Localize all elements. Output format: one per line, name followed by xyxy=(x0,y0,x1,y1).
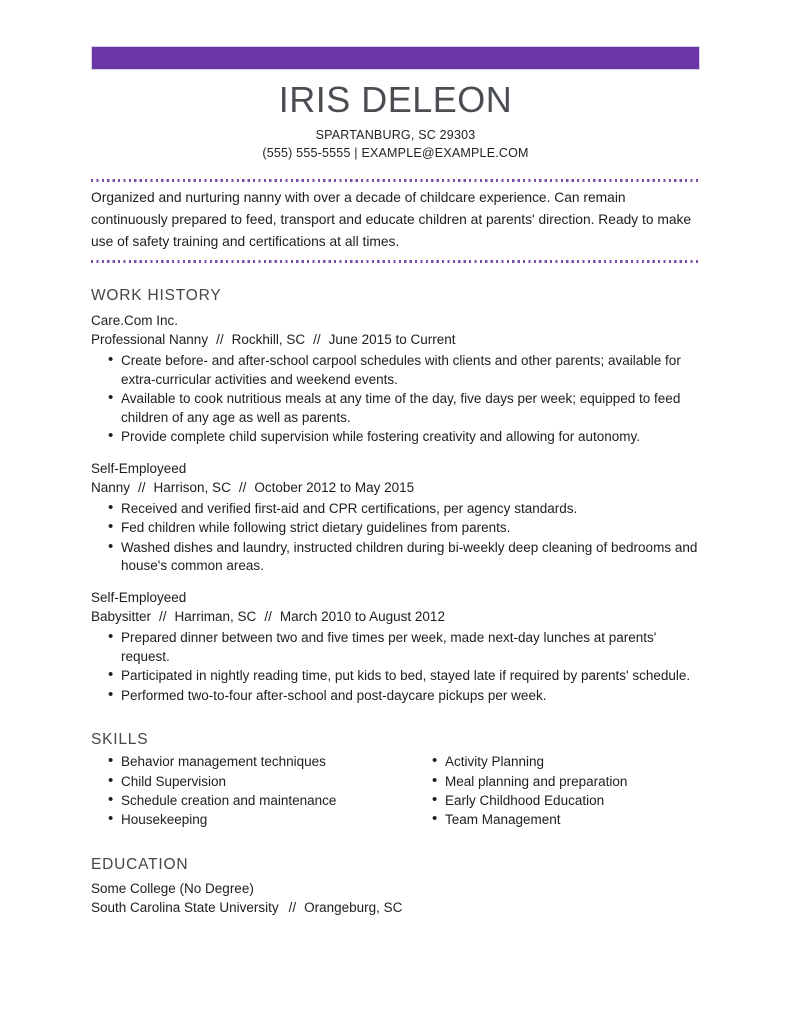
skill-item: • Team Management xyxy=(415,811,700,830)
job-bullet-list xyxy=(91,352,700,447)
work-history-heading: WORK HISTORY xyxy=(91,287,222,304)
education-heading: EDUCATION xyxy=(91,856,189,874)
slash-separator: // xyxy=(216,332,224,347)
job-employer: Care.Com Inc. xyxy=(91,313,179,328)
job-bullet-list xyxy=(91,629,700,705)
skill-item: • Early Childhood Education xyxy=(415,792,700,811)
job-bullet: • Fed children while following strict dietary guidelines from parents. xyxy=(91,519,700,538)
accent-bar xyxy=(91,46,700,70)
dotted-divider-bottom xyxy=(91,260,700,263)
job-title: Professional Nanny xyxy=(91,332,209,347)
skill-item: • Child Supervision xyxy=(91,773,415,792)
slash-separator: // xyxy=(159,609,167,625)
skill-item: • Schedule creation and maintenance xyxy=(91,792,415,811)
job-bullet: • Participated in nightly reading time, put kids to bed, stayed late if required by parents' schedule. xyxy=(91,667,700,686)
job-bullet: • Received and verified first-aid and CPR certifications, per agency standards. xyxy=(91,500,700,519)
skills-heading: SKILLS xyxy=(91,731,149,749)
job-bullet-list xyxy=(91,500,700,576)
job-employer: Self-Employeed xyxy=(91,460,187,476)
slash-separator: // xyxy=(264,609,272,625)
skills-column-2 xyxy=(415,753,700,830)
job-bullet: • Washed dishes and laundry, instructed children during bi-weekly deep cleaning of bedrooms and house's common areas. xyxy=(91,539,700,577)
education-location: Orangeburg, SC xyxy=(304,900,403,916)
candidate-location: SPARTANBURG, SC 29303 xyxy=(315,128,476,142)
skill-item: • Activity Planning xyxy=(415,753,700,772)
job-entry xyxy=(91,311,700,447)
skill-item: • Meal planning and preparation xyxy=(415,773,700,792)
job-dates: June 2015 to Current xyxy=(328,332,456,347)
job-entry xyxy=(91,459,700,576)
job-dates: October 2012 to May 2015 xyxy=(254,479,415,495)
job-bullet: • Performed two-to-four after-school and post-daycare pickups per week. xyxy=(91,687,700,706)
slash-separator: // xyxy=(288,900,297,916)
job-title: Babysitter xyxy=(91,609,152,625)
job-bullet: • Available to cook nutritious meals at any time of the day, five days per week; equipped to feed children of any age as well as parents. xyxy=(91,390,700,428)
job-title-line xyxy=(91,330,700,349)
contact-divider: | xyxy=(354,146,358,160)
education-school-line xyxy=(91,898,700,917)
skill-item: • Behavior management techniques xyxy=(91,753,415,772)
education-school: South Carolina State University xyxy=(91,900,279,916)
job-location: Harrison, SC xyxy=(153,479,231,495)
education-degree: Some College (No Degree) xyxy=(91,881,254,897)
slash-separator: // xyxy=(138,479,146,495)
contact-info xyxy=(91,144,700,162)
job-title-line xyxy=(91,478,700,497)
slash-separator: // xyxy=(238,479,247,495)
job-bullet: • Prepared dinner between two and five times per week, made next-day lunches at parents' request. xyxy=(91,629,700,667)
summary-section xyxy=(91,179,700,263)
slash-separator: // xyxy=(313,332,321,347)
job-location: Harriman, SC xyxy=(174,609,257,625)
candidate-name: IRIS DELEON xyxy=(278,79,513,120)
job-entry xyxy=(91,588,700,705)
professional-summary: Organized and nurturing nanny with over a decade of childcare experience. Can remain continuously prepared to feed, transport and educate children at parents' direction. Ready to make use of safety training and certifications at all times. xyxy=(91,190,692,249)
job-title-line xyxy=(91,607,700,626)
job-employer: Self-Employeed xyxy=(91,590,187,606)
job-bullet: • Provide complete child supervision while fostering creativity and allowing for autonomy. xyxy=(91,428,700,447)
job-dates: March 2010 to August 2012 xyxy=(279,609,445,625)
skills-column-1 xyxy=(91,753,415,830)
job-location: Rockhill, SC xyxy=(231,332,306,347)
phone-number: (555) 555-5555 xyxy=(262,146,351,160)
skill-item: • Housekeeping xyxy=(91,811,415,830)
job-title: Nanny xyxy=(91,479,131,495)
job-bullet: • Create before- and after-school carpool schedules with clients and other parents; available for extra-curricular activities and weekend events. xyxy=(91,352,700,390)
email-address: EXAMPLE@EXAMPLE.COM xyxy=(361,146,529,160)
skills-section xyxy=(91,750,700,830)
